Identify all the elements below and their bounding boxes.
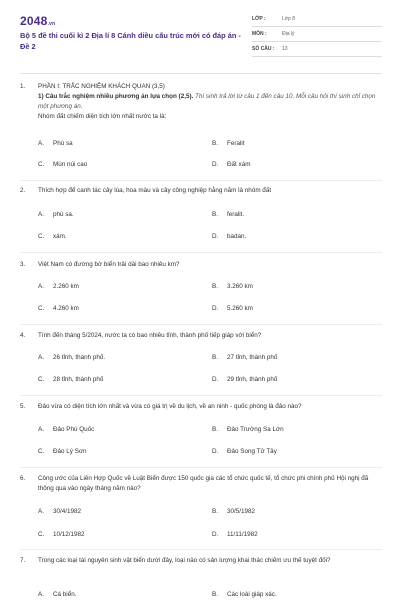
- option-text: Các loài giáp xác.: [227, 591, 277, 598]
- option-text: 4.260 km: [53, 305, 79, 312]
- meta-row-count: [252, 42, 382, 57]
- question-text: Tính đến tháng 5/2024, nước ta có bao nhiêu tỉnh, thành phố tiếp giáp với biển?: [38, 332, 262, 339]
- option-text: feralit.: [227, 211, 245, 218]
- part-title: PHẦN I: TRẮC NGHIỆM KHÁCH QUAN (3,5): [38, 83, 165, 90]
- question-separator: [20, 395, 382, 396]
- option-c[interactable]: [38, 304, 79, 314]
- part-instruction: [38, 92, 383, 112]
- option-text: badan.: [227, 233, 247, 240]
- option-b[interactable]: [212, 210, 244, 220]
- option-label: B.: [212, 508, 218, 515]
- question-text: Nhóm đất chiếm diện tích lớn nhất nước ta là:: [38, 113, 167, 120]
- instruction-italic: Thí sinh trả lời từ câu 1 đến câu 10. Mỗi câu hỏi thí sinh chỉ chọn một phương án.: [38, 93, 376, 110]
- question-separator: [20, 467, 382, 468]
- option-label: A.: [38, 508, 44, 515]
- option-text: Đảo Phú Quốc: [53, 426, 95, 433]
- question-number: 2.: [20, 187, 26, 194]
- option-b[interactable]: [212, 353, 277, 363]
- option-text: Đất xám: [227, 161, 251, 168]
- option-text: 26 tỉnh, thành phố.: [53, 354, 106, 361]
- option-b[interactable]: [212, 507, 255, 517]
- meta-row-subject: [252, 27, 382, 42]
- option-label: C.: [38, 376, 45, 383]
- option-text: xám.: [53, 233, 67, 240]
- option-text: Đảo Song Tử Tây: [227, 448, 277, 455]
- option-text: 5.260 km: [227, 305, 253, 312]
- option-text: Đảo Lý Sơn: [53, 448, 87, 455]
- option-label: A.: [38, 283, 44, 290]
- option-text: 28 tỉnh, thành phố: [53, 376, 104, 383]
- question-number: 5.: [20, 403, 26, 410]
- question-separator: [20, 549, 382, 550]
- option-d[interactable]: [212, 160, 250, 170]
- site-logo[interactable]: [20, 14, 55, 28]
- meta-value: 13: [282, 46, 288, 52]
- option-d[interactable]: [212, 375, 277, 385]
- option-text: 11/11/1982: [227, 531, 258, 538]
- question-number: 4.: [20, 332, 26, 339]
- question-number: 7.: [20, 557, 26, 564]
- option-text: 27 tỉnh, thành phố: [227, 354, 278, 361]
- logo-text: 2048: [20, 14, 48, 28]
- option-label: C.: [38, 233, 45, 240]
- option-b[interactable]: [212, 282, 253, 292]
- option-label: D.: [212, 376, 219, 383]
- option-c[interactable]: [38, 160, 87, 170]
- option-label: B.: [212, 591, 218, 598]
- option-label: D.: [212, 305, 219, 312]
- option-c[interactable]: [38, 530, 85, 540]
- option-label: C.: [38, 161, 45, 168]
- question-number: 6.: [20, 475, 26, 482]
- option-text: Mùn núi cao: [53, 161, 88, 168]
- option-label: B.: [212, 283, 218, 290]
- option-text: 30/4/1982: [53, 508, 82, 515]
- option-a[interactable]: [38, 590, 76, 600]
- option-label: C.: [38, 531, 45, 538]
- option-b[interactable]: [212, 590, 277, 600]
- option-text: Phù sa: [53, 140, 73, 147]
- option-d[interactable]: [212, 232, 246, 242]
- option-label: B.: [212, 426, 218, 433]
- option-text: Đảo Trường Sa Lớn: [227, 426, 284, 433]
- option-label: A.: [38, 354, 44, 361]
- option-label: B.: [212, 211, 218, 218]
- option-label: D.: [212, 531, 219, 538]
- meta-key: MÔN :: [252, 31, 267, 37]
- header-divider: [20, 73, 382, 74]
- meta-key: SỐ CÂU :: [252, 46, 275, 52]
- question-text: Công ước của Liên Hợp Quốc về Luật Biển được 150 quốc gia các tổ chức quốc tế, tổ chức phi chính phủ Hội nghị đã thông qua vào ngày tháng năm nào?: [38, 475, 369, 492]
- option-label: D.: [212, 161, 219, 168]
- instruction-bold: 1) Câu trắc nghiệm nhiều phương án lựa chọn (2,5).: [38, 93, 194, 100]
- option-text: 2.260 km: [53, 283, 79, 290]
- option-c[interactable]: [38, 447, 87, 457]
- option-label: A.: [38, 426, 44, 433]
- page-header: [0, 0, 400, 68]
- option-d[interactable]: [212, 530, 258, 540]
- option-label: B.: [212, 140, 218, 147]
- option-b[interactable]: [212, 139, 245, 149]
- option-a[interactable]: [38, 353, 105, 363]
- question-text: Thích hợp để canh tác cây lúa, hoa màu và cây công nghiệp hằng năm là nhóm đất: [38, 187, 272, 194]
- option-a[interactable]: [38, 425, 94, 435]
- option-text: 29 tỉnh, thành phố: [227, 376, 278, 383]
- option-d[interactable]: [212, 447, 277, 457]
- option-text: 3.260 km: [227, 283, 253, 290]
- option-label: C.: [38, 305, 45, 312]
- option-text: Cá biển.: [53, 591, 77, 598]
- option-text: phù sa.: [53, 211, 74, 218]
- question-number: 3.: [20, 261, 26, 268]
- option-label: D.: [212, 448, 219, 455]
- option-b[interactable]: [212, 425, 284, 435]
- question-number: 1.: [20, 83, 26, 90]
- option-label: D.: [212, 233, 219, 240]
- option-label: A.: [38, 211, 44, 218]
- question-separator: [20, 324, 382, 325]
- option-c[interactable]: [38, 232, 67, 242]
- meta-row-class: [252, 12, 382, 27]
- option-label: A.: [38, 591, 44, 598]
- meta-value: Địa lý: [282, 31, 295, 37]
- option-label: C.: [38, 448, 45, 455]
- option-d[interactable]: [212, 304, 253, 314]
- option-label: B.: [212, 354, 218, 361]
- question-text: Đảo vừa có diện tích lớn nhất và vừa có giá trị về du lịch, về an ninh - quốc phòng là đảo nào?: [38, 403, 302, 410]
- option-label: A.: [38, 140, 44, 147]
- option-c[interactable]: [38, 375, 103, 385]
- option-a[interactable]: [38, 282, 79, 292]
- option-text: 30/5/1982: [227, 508, 256, 515]
- question-separator: [20, 180, 382, 181]
- logo-tld: .vn: [47, 21, 56, 27]
- option-a[interactable]: [38, 139, 73, 149]
- question-text: Việt Nam có đường bờ biển trải dài bao nhiêu km?: [38, 261, 180, 268]
- meta-table: [252, 12, 382, 57]
- question-text: Trong các loại tài nguyên sinh vật biển dưới đây, loại nào có sản lượng khai thác chiếm ưu thế tuyệt đối?: [38, 557, 331, 564]
- option-text: 10/12/1982: [53, 531, 85, 538]
- question-separator: [20, 252, 382, 253]
- option-text: Feralit: [227, 140, 245, 147]
- document-title: Bộ 5 đề thi cuối kì 2 Địa lí 8 Cánh diều cấu trúc mới có đáp án - Đề 2: [20, 31, 241, 51]
- option-a[interactable]: [38, 507, 81, 517]
- option-a[interactable]: [38, 210, 74, 220]
- meta-key: LỚP :: [252, 16, 266, 22]
- meta-value: Lớp 8: [282, 16, 296, 22]
